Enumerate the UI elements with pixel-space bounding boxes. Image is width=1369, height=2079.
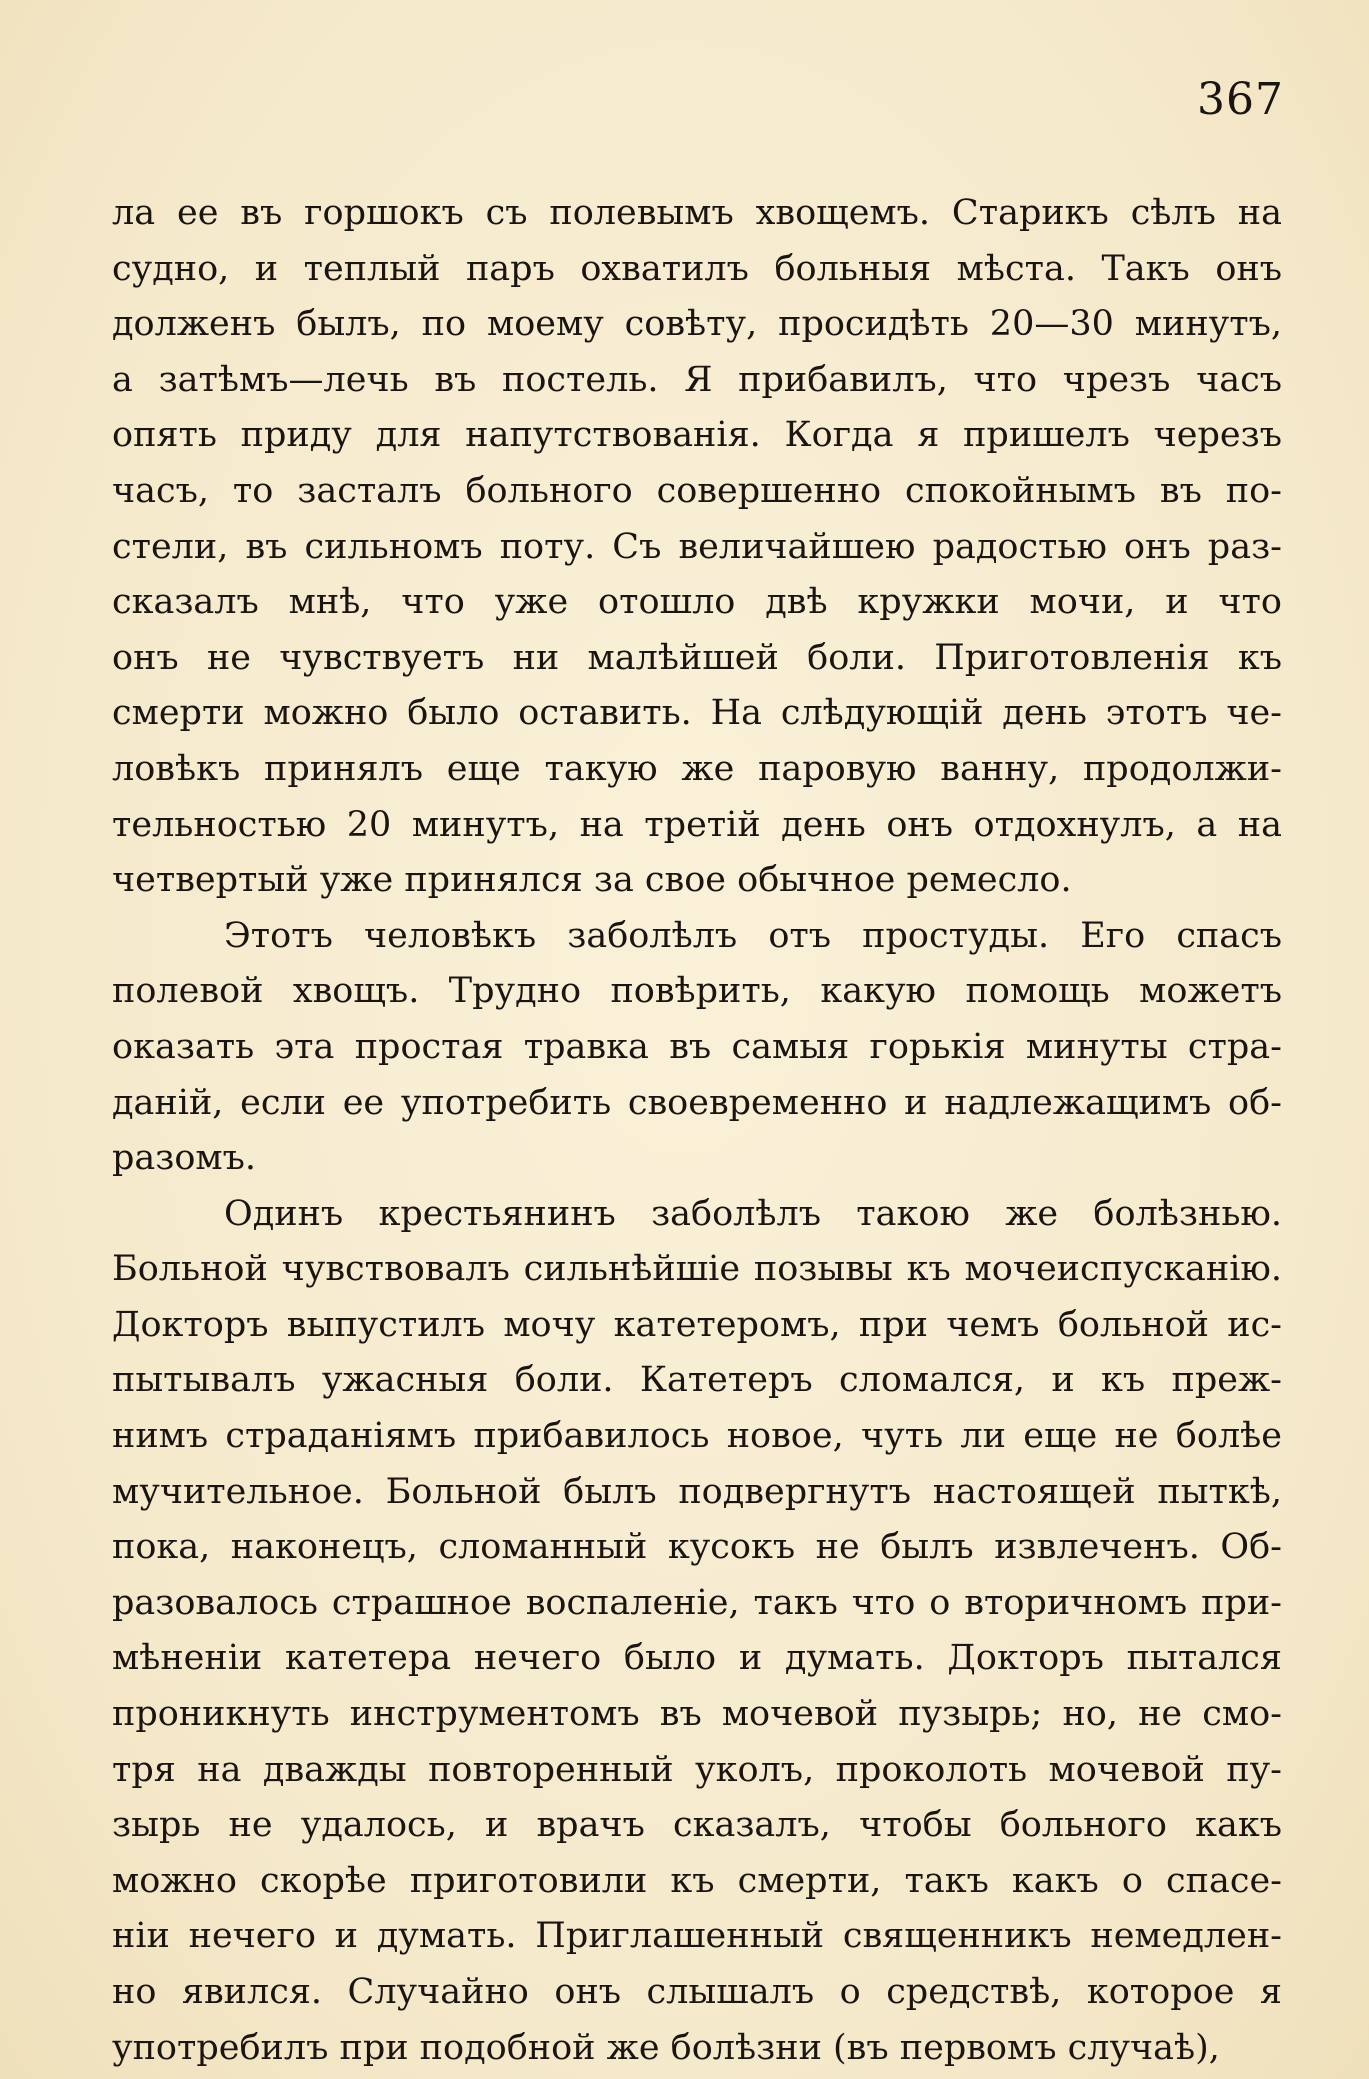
text-line: опять приду для напутствованія. Когда я пришелъ черезъ [112,415,1282,456]
body-text [112,186,1282,2076]
text-line: Больной чувствовалъ сильнѣйшіе позывы къ мочеиспусканію. [112,1249,1282,1290]
text-line: проникнуть инструментомъ въ мочевой пузырь; но, не смо- [112,1694,1282,1735]
page-number: 367 [1197,74,1284,125]
text-line: оказать эта простая травка въ самыя горькія минуты стра- [112,1026,1282,1067]
text-line: а затѣмъ—лечь въ постель. Я прибавилъ, что чрезъ часъ [112,359,1282,400]
text-line: ла ее въ горшокъ съ полевымъ хвощемъ. Старикъ сѣлъ на [112,193,1282,233]
text-line: употребилъ при подобной же болѣзни (въ первомъ случаѣ), [112,2027,1220,2068]
text-line: разовалось страшное воспаленіе, такъ что о вторичномъ при- [112,1582,1282,1623]
text-line: судно, и теплый паръ охватилъ больныя мѣста. Такъ онъ [112,248,1282,289]
text-line: часъ, то засталъ больного совершенно спокойнымъ въ по- [112,470,1282,511]
text-line: долженъ былъ, по моему совѣту, просидѣть 20—30 минутъ, [112,304,1282,345]
text-line: смерти можно было оставить. На слѣдующій день этотъ че- [112,693,1282,734]
text-line: пока, наконецъ, сломанный кусокъ не былъ извлеченъ. Об- [112,1527,1282,1568]
text-line: ніи нечего и думать. Приглашенный священникъ немедлен- [112,1916,1282,1957]
text-line: мѣненіи катетера нечего было и думать. Докторъ пытался [112,1638,1282,1679]
text-line: Этотъ человѣкъ заболѣлъ отъ простуды. Его спасъ [224,915,1282,956]
text-line: даній, если ее употребить своевременно и надлежащимъ об- [112,1082,1282,1123]
text-line: но явился. Случайно онъ слышалъ о средствѣ, которое я [112,1972,1282,2012]
text-line: сказалъ мнѣ, что уже отошло двѣ кружки мочи, и что [112,582,1282,623]
paragraph [112,1187,1282,2077]
text-line: стели, въ сильномъ поту. Съ величайшею радостью онъ раз- [112,526,1282,567]
text-line: пытывалъ ужасныя боли. Катетеръ сломался, и къ преж- [112,1360,1282,1401]
text-line: мучительное. Больной былъ подвергнутъ настоящей пыткѣ, [112,1471,1282,1512]
text-line: тельностью 20 минутъ, на третій день онъ отдохнулъ, а на [112,804,1282,845]
text-line: четвертый уже принялся за свое обычное ремесло. [112,860,1072,901]
paragraph [112,909,1282,1187]
text-line: разомъ. [112,1138,257,1179]
text-line: полевой хвощъ. Трудно повѣрить, какую помощь можетъ [112,971,1282,1012]
text-line: ловѣкъ принялъ еще такую же паровую ванну, продолжи- [112,748,1282,789]
text-line: зырь не удалось, и врачъ сказалъ, чтобы больного какъ [112,1805,1282,1846]
text-line: Одинъ крестьянинъ заболѣлъ такою же болѣзнью. [224,1193,1282,1234]
paragraph [112,186,1282,909]
text-line: онъ не чувствуетъ ни малѣйшей боли. Приготовленія къ [112,637,1282,678]
text-line: тря на дважды повторенный уколъ, проколоть мочевой пу- [112,1749,1282,1790]
text-line: Докторъ выпустилъ мочу катетеромъ, при чемъ больной ис- [112,1304,1282,1345]
text-line: нимъ страданіямъ прибавилось новое, чуть ли еще не болѣе [112,1416,1282,1457]
text-line: можно скорѣе приготовили къ смерти, такъ какъ о спасе- [112,1860,1282,1901]
